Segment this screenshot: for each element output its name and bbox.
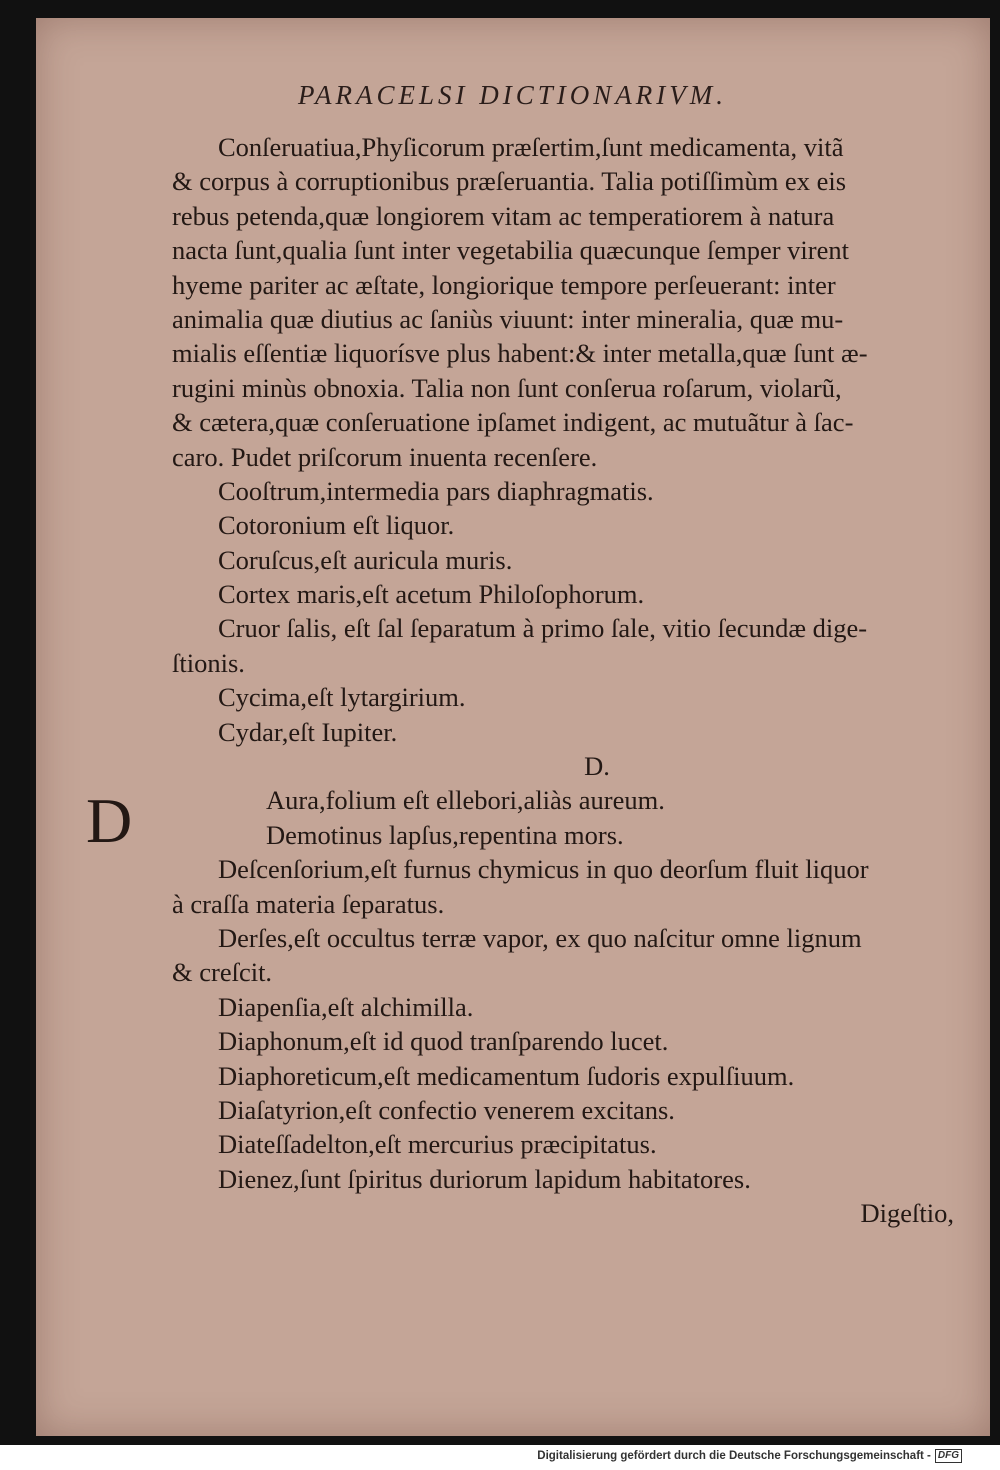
text-line: Cooſtrum,intermedia pars diaphragmatis. (218, 475, 654, 506)
text-line: rebus petenda,quæ longiorem vitam ac temperatiorem à natura (172, 200, 835, 231)
text-block (172, 130, 962, 1231)
text-line: ſtionis. (172, 647, 245, 678)
text-line: & creſcit. (172, 957, 273, 988)
text-line: Conſeruatiua,Phyſicorum præſertim,ſunt medicamenta, vitã (218, 132, 844, 162)
funding-notice (537, 1449, 962, 1463)
book-page (36, 18, 990, 1436)
text-line: & cætera,quæ conſeruatione ipſamet indigent, ac mutuãtur à ſac- (172, 407, 854, 438)
text-line: Digeſtio, (860, 1198, 954, 1229)
text-line: Diapenſia,eſt alchimilla. (218, 991, 474, 1022)
funding-text: Digitalisierung gefördert durch die Deutsche Forschungsgemeinschaft - (537, 1450, 931, 1462)
text-line: nacta ſunt,qualia ſunt inter vegetabilia quæcunque ſemper virent (172, 235, 849, 266)
text-line: & corpus à corruptionibus præſeruantia. Talia potiſſimùm ex eis (172, 166, 847, 197)
running-head: PARACELSI DICTIONARIVM. (298, 80, 727, 110)
text-line: Diateſſadelton,eſt mercurius præcipitatus. (218, 1129, 657, 1160)
text-line: animalia quæ diutius ac ſaniùs viuunt: inter mineralia, quæ mu- (172, 303, 844, 334)
text-line: Diaſatyrion,eſt confectio venerem excitans. (218, 1094, 675, 1125)
text-line: Cortex maris,eſt acetum Philoſophorum. (218, 579, 645, 610)
text-line: Deſcenſorium,eſt furnus chymicus in quo deorſum fluit liquor (218, 854, 869, 885)
dfg-logo-icon: DFG (935, 1449, 962, 1463)
text-line: hyeme pariter ac æſtate, longiorique tempore perſeuerant: inter (172, 269, 836, 300)
text-line: mialis eſſentiæ liquorísve plus habent:& inter metalla,quæ ſunt æ- (172, 338, 868, 369)
text-line: Cycima,eſt lytargirium. (218, 682, 466, 713)
text-line: Diaphonum,eſt id quod tranſparendo lucet. (218, 1026, 669, 1057)
text-line: caro. Pudet priſcorum inuenta recenſere. (172, 441, 598, 472)
text-line: Cydar,eſt Iupiter. (218, 716, 398, 747)
text-line: Cruor ſalis, eſt ſal ſeparatum à primo ſale, vitio ſecundæ dige- (218, 613, 868, 644)
text-line: Demotinus lapſus,repentina mors. (266, 819, 624, 850)
text-line: Cotoronium eſt liquor. (218, 510, 455, 541)
text-line: Derſes,eſt occultus terræ vapor, ex quo naſcitur omne lignum (218, 922, 862, 953)
text-line: D. (584, 751, 610, 782)
text-line: Coruſcus,eſt auricula muris. (218, 544, 513, 575)
drop-cap: D (86, 785, 133, 856)
text-line: Diaphoreticum,eſt medicamentum ſudoris expulſiuum. (218, 1060, 795, 1091)
text-line: Dienez,ſunt ſpiritus duriorum lapidum habitatores. (218, 1163, 751, 1194)
text-line: rugini minùs obnoxia. Talia non ſunt conſerua roſarum, violarũ, (172, 372, 842, 403)
text-line: à craſſa materia ſeparatus. (172, 888, 445, 919)
text-line: Aura,folium eſt ellebori,aliàs aureum. (266, 785, 665, 816)
